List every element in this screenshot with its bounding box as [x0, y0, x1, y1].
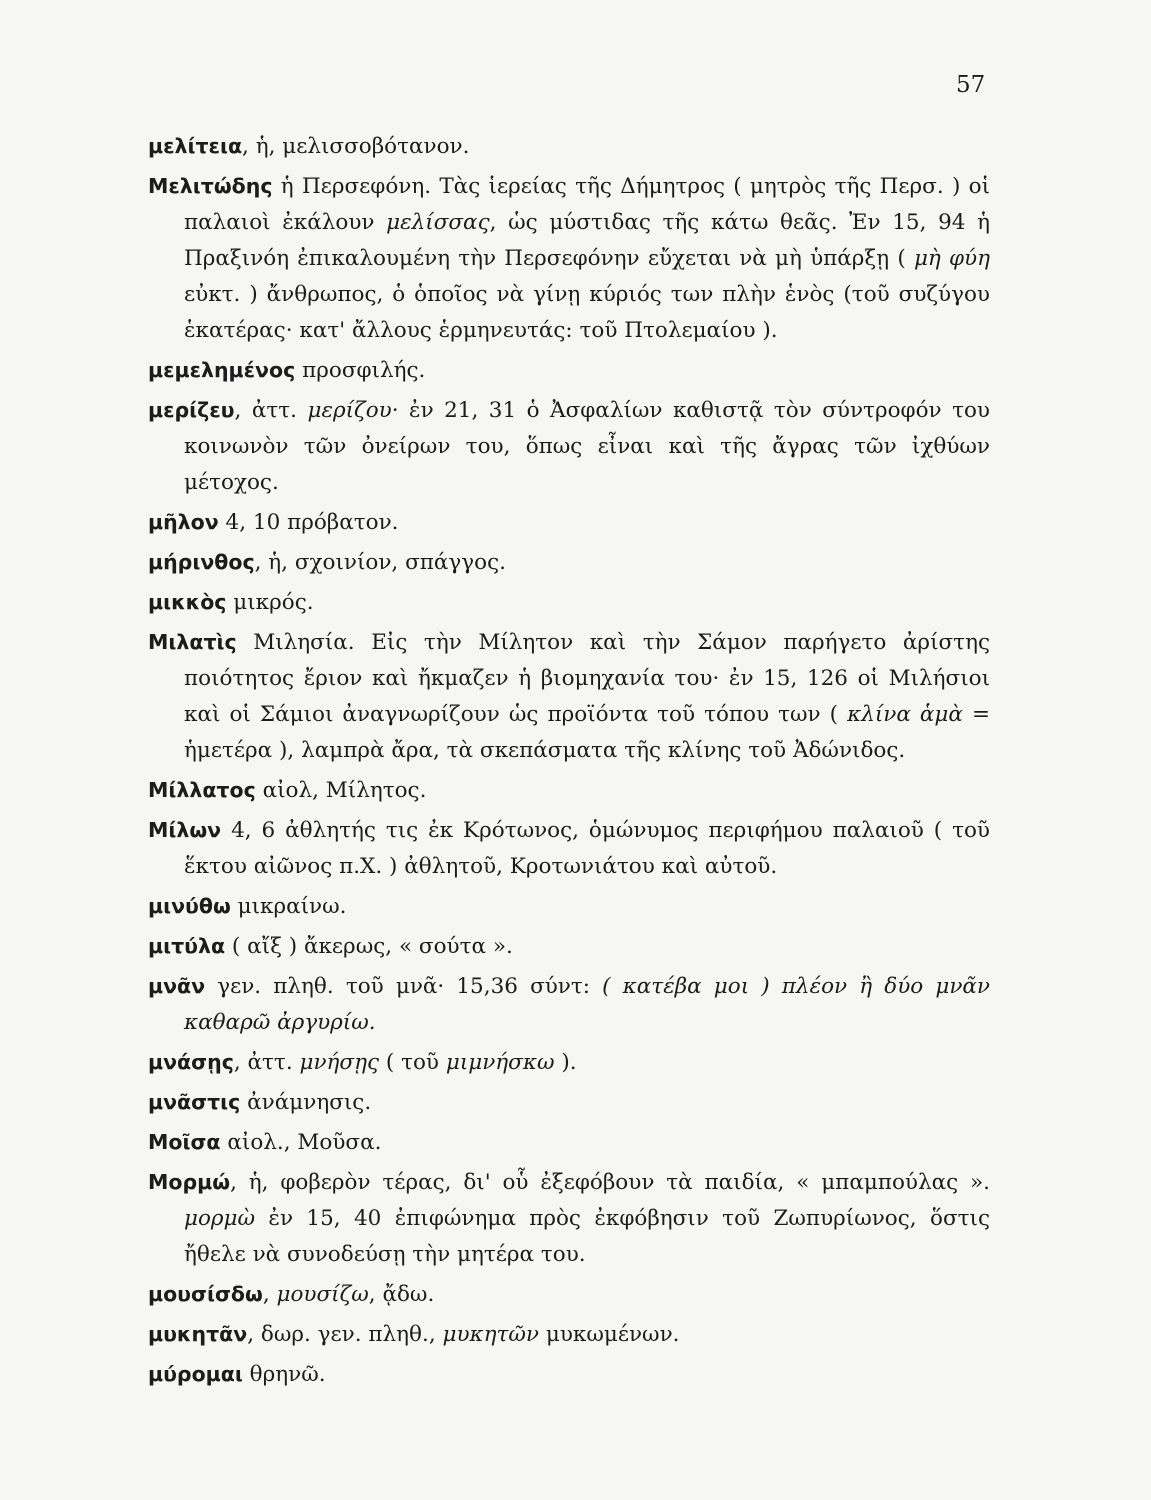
- entry-headword: μεμελημένος: [148, 358, 296, 382]
- entry-text: , ὡς μύστιδας τῆς κάτω θεᾶς. Ἐν 15, 94 ἡ Πραξινόη ἐπικαλουμένη τὴν Περσεφόνην εὔχεται νὰ μὴ ὑπάρξῃ (: [184, 210, 990, 271]
- entry-text: γεν. πληθ. τοῦ μνᾶ· 15,36 σύντ:: [205, 974, 603, 999]
- dictionary-entry: [148, 168, 990, 349]
- dictionary-entry: [148, 1084, 990, 1121]
- dictionary-entry: [148, 352, 990, 389]
- entry-text: Μιλησία. Εἰς τὴν Μίλητον καὶ τὴν Σάμον παρήγετο ἀρίστης ποιότητος ἔριον καὶ ἤκμαζεν ἡ βιομηχανία του· ἐν 15, 126 οἱ Μιλήσιοι καὶ οἱ Σάμιοι ἀναγνωρίζουν ὡς προϊόντα τοῦ τόπου των (: [184, 630, 990, 727]
- entry-text: θρηνῶ.: [242, 1362, 326, 1387]
- entry-headword: μνάσῃς: [148, 1050, 234, 1074]
- entry-headword: μῆλον: [148, 510, 219, 534]
- entry-text: 4, 10 πρόβατον.: [218, 510, 399, 535]
- entry-italic-text: μυκητῶν: [442, 1322, 540, 1347]
- entry-text: , ἡ, σχοινίον, σπάγγος.: [254, 550, 506, 575]
- entry-text: ( αἴξ ) ἄκερως, « σούτα ».: [225, 934, 513, 959]
- entry-text: , δωρ. γεν. πληθ.,: [247, 1322, 443, 1347]
- entry-headword: Μιλατὶς: [148, 630, 237, 654]
- entry-headword: μικκὸς: [148, 590, 227, 614]
- entries-list: [148, 128, 990, 1396]
- dictionary-entry: [148, 624, 990, 769]
- dictionary-entry: [148, 1044, 990, 1081]
- entry-italic-text: μὴ φύη: [913, 246, 990, 271]
- entry-headword: μινύθω: [148, 894, 231, 918]
- dictionary-entry: [148, 1164, 990, 1273]
- entry-italic-text: ( κατέβα μοι ) πλέον ἢ δύο μνᾶν καθαρῶ ἀργυρίω.: [184, 974, 990, 1035]
- entry-text: ,: [262, 1282, 277, 1307]
- dictionary-entry: [148, 968, 990, 1041]
- dictionary-entry: [148, 584, 990, 621]
- entry-text: ἡ Περσεφόνη. Τὰς ἱερείας τῆς Δήμητρος ( μητρὸς τῆς Περσ. ) οἱ παλαιοὶ ἐκάλουν: [184, 174, 990, 235]
- entry-text: μυκωμένων.: [539, 1322, 680, 1347]
- entry-text: , ἡ, μελισσοβότανον.: [242, 134, 470, 159]
- dictionary-entry: [148, 544, 990, 581]
- entry-text: ἐν 15, 40 ἐπιφώνημα πρὸς ἐκφόβησιν τοῦ Ζωπυρίωνος, ὅστις ἤθελε νὰ συνοδεύσῃ τὴν μητέρα του.: [184, 1206, 990, 1267]
- entry-text: 4, 6 ἀθλητής τις ἐκ Κρότωνος, ὁμώνυμος περιφήμου παλαιοῦ ( τοῦ ἕκτου αἰῶνος π.Χ. ) ἀθλητοῦ, Κροτωνιάτου καὶ αὐτοῦ.: [184, 818, 990, 879]
- entry-text: = ἡμετέρα ), λαμπρὰ ἄρα, τὰ σκεπάσματα τῆς κλίνης τοῦ Ἀδώνιδος.: [184, 702, 990, 763]
- dictionary-entry: [148, 772, 990, 809]
- entry-text: ἀνάμνησις.: [240, 1090, 372, 1115]
- entry-text: αἰολ., Μοῦσα.: [220, 1130, 382, 1155]
- entry-italic-text: μερίζου·: [307, 398, 399, 423]
- entry-headword: Μίλλατος: [148, 778, 256, 802]
- entry-text: εὐκτ. ) ἄνθρωπος, ὁ ὁποῖος νὰ γίνῃ κύριός των πλὴν ἑνὸς (τοῦ συζύγου ἑκατέρας· κατ' ἄλλους ἑρμηνευτάς: τοῦ Πτολεμαίου ).: [184, 282, 990, 343]
- entry-text: , ἀττ.: [234, 398, 308, 423]
- entry-text: προσφιλής.: [295, 358, 426, 383]
- entry-text: , ᾄδω.: [368, 1282, 435, 1307]
- entry-italic-text: μνήσῃς: [299, 1050, 380, 1075]
- entry-headword: Μίλων: [148, 818, 222, 842]
- entry-headword: μιτύλα: [148, 934, 226, 958]
- entry-headword: Μοῖσα: [148, 1130, 221, 1154]
- entry-text: ).: [554, 1050, 577, 1075]
- dictionary-entry: [148, 392, 990, 501]
- entry-italic-text: μορμὼ: [184, 1206, 256, 1231]
- entry-text: , ἡ, φοβερὸν τέρας, δι' οὗ ἐξεφόβουν τὰ παιδία, « μπαμπούλας ».: [230, 1170, 990, 1195]
- entry-italic-text: μελίσσας: [386, 210, 490, 235]
- dictionary-entry: [148, 888, 990, 925]
- entry-text: μικραίνω.: [230, 894, 347, 919]
- entry-headword: μήρινθος: [148, 550, 255, 574]
- entry-headword: μυκητᾶν: [148, 1322, 248, 1346]
- entry-headword: μνᾶν: [148, 974, 206, 998]
- entry-headword: Μορμώ: [148, 1170, 231, 1194]
- dictionary-entry: [148, 1276, 990, 1313]
- dictionary-entry: [148, 128, 990, 165]
- dictionary-entry: [148, 928, 990, 965]
- dictionary-entry: [148, 812, 990, 885]
- entry-italic-text: μιμνήσκω: [445, 1050, 555, 1075]
- page-number: 57: [956, 72, 986, 98]
- entry-headword: μερίζευ: [148, 398, 235, 422]
- dictionary-entry: [148, 1316, 990, 1353]
- entry-text: μικρός.: [226, 590, 314, 615]
- entry-text: , ἀττ.: [233, 1050, 300, 1075]
- dictionary-entry: [148, 1124, 990, 1161]
- entry-headword: μελίτεια: [148, 134, 243, 158]
- entry-headword: μύρομαι: [148, 1362, 243, 1386]
- entry-text: ἐν 21, 31 ὁ Ἀσφαλίων καθιστᾷ τὸν σύντροφόν του κοινωνὸν τῶν ὀνείρων του, ὅπως εἶναι καὶ τῆς ἄγρας τῶν ἰχθύων μέτοχος.: [184, 398, 990, 495]
- entry-text: αἰολ, Μίλητος.: [255, 778, 427, 803]
- entry-headword: Μελιτώδης: [148, 174, 273, 198]
- entry-headword: μουσίσδω: [148, 1282, 263, 1306]
- entry-italic-text: μουσίζω: [276, 1282, 369, 1307]
- dictionary-entry: [148, 504, 990, 541]
- dictionary-entry: [148, 1356, 990, 1393]
- entry-italic-text: κλίνα ἁμὰ: [847, 702, 963, 727]
- entry-headword: μνᾶστις: [148, 1090, 241, 1114]
- entry-text: ( τοῦ: [379, 1050, 446, 1075]
